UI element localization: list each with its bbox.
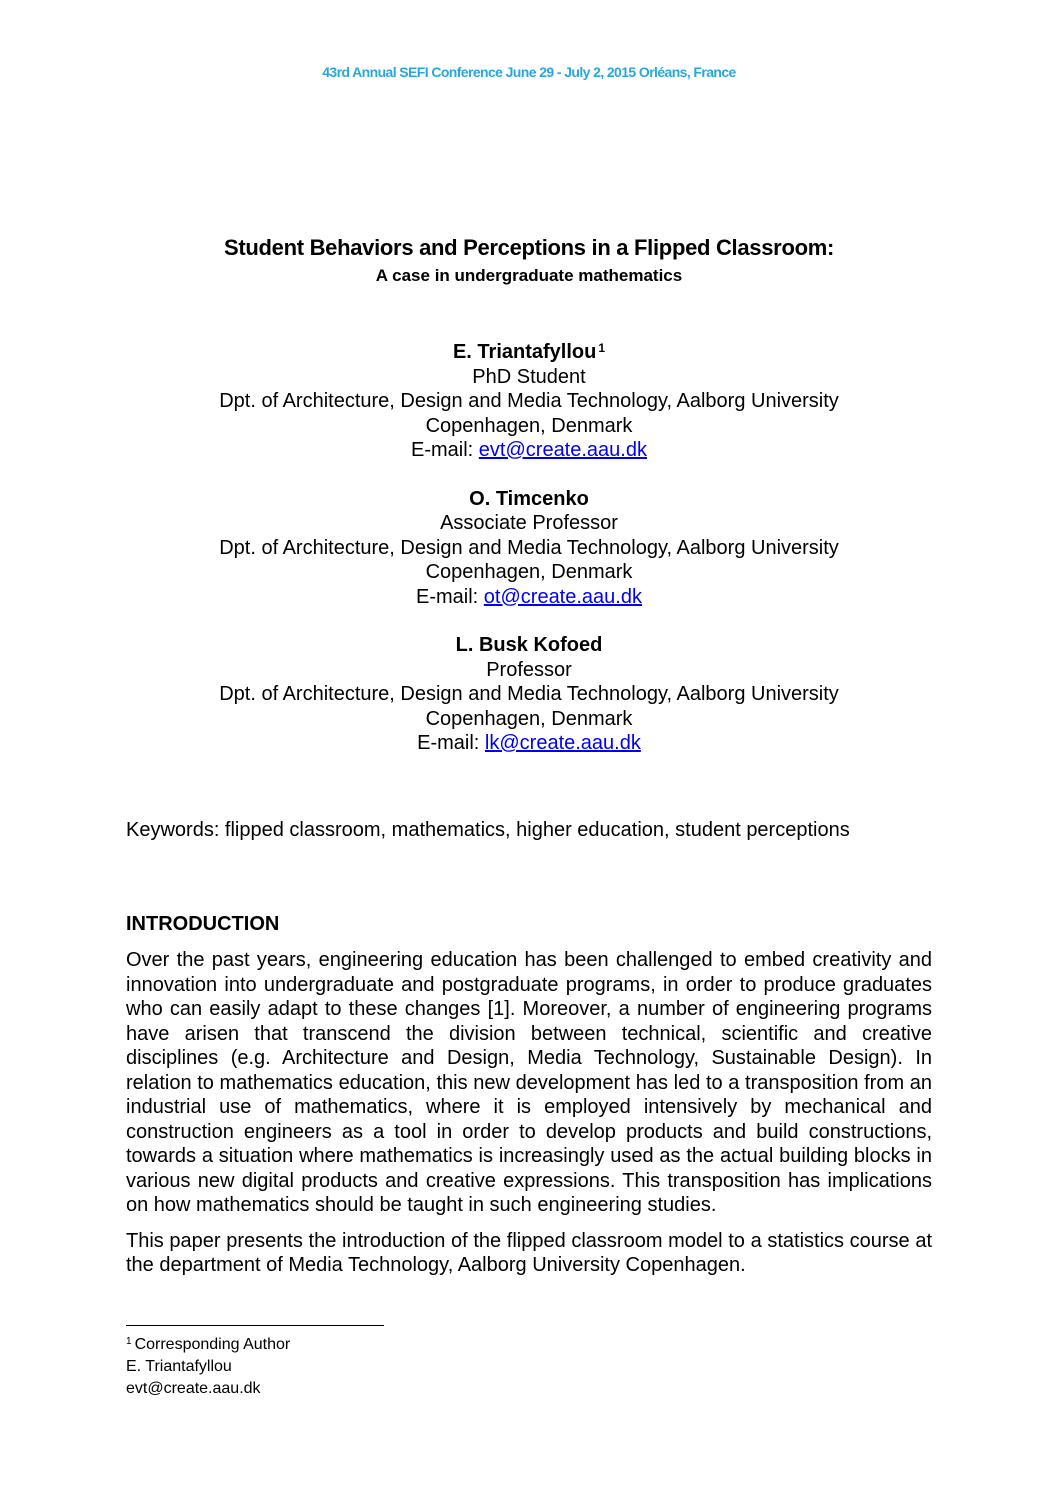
footnote-divider [126, 1325, 384, 1326]
paragraph: This paper presents the introduction of the flipped classroom model to a statistics course at the department of Media Technology, Aalborg University Copenhagen. [126, 1229, 932, 1276]
paper-title: Student Behaviors and Perceptions in a Flipped Classroom: [223, 235, 835, 260]
keywords: Keywords: flipped classroom, mathematics, higher education, student perceptions [126, 819, 850, 841]
author-email-line [0, 585, 1058, 610]
author-name-text: E. Triantafyllou [452, 341, 597, 363]
author-list [0, 340, 1058, 780]
footnote-author-email: evt@create.aau.dk [126, 1380, 261, 1397]
footnote-label: Corresponding Author [134, 1336, 291, 1353]
author-email-line [0, 731, 1058, 756]
author-department: Dpt. of Architecture, Design and Media Technology, Aalborg University [219, 390, 839, 412]
author-location: Copenhagen, Denmark [425, 707, 633, 730]
author-name [0, 340, 1058, 365]
footnote-number: 1 [126, 1336, 132, 1347]
introduction-body [126, 948, 932, 1289]
author-department: Dpt. of Architecture, Design and Media Technology, Aalborg University [219, 536, 839, 559]
author-email-link[interactable]: ot@create.aau.dk [483, 585, 642, 608]
title-block [0, 232, 1058, 288]
author-name: O. Timcenko [469, 487, 589, 510]
email-label: E-mail: [416, 585, 484, 608]
paper-subtitle: A case in undergraduate mathematics [375, 266, 683, 285]
footnote-author-name: E. Triantafyllou [126, 1358, 232, 1375]
author-block [0, 633, 1058, 756]
conference-header: 43rd Annual SEFI Conference June 29 - July 2, 2015 Orléans, France [322, 64, 736, 80]
paragraph: Over the past years, engineering education has been challenged to embed creativity and innovation into undergraduate and postgraduate programs, in order to produce graduates who can easily adapt to these changes [1]. Moreover, a number of engineering programs have arisen that transcend the division between technical, scientific and creative disciplines (e.g. Architecture and Design, Media Technology, Sustainable Design). In relation to mathematics education, this new development has led to a transposition from an industrial use of mathematics, where it is employed intensively by mechanical and construction engineers as a tool in order to develop products and build constructions, towards a situation where mathematics is increasingly used as the actual building blocks in various new digital products and creative expressions. This transposition has implications on how mathematics should be taught in such engineering studies. [126, 949, 932, 1216]
author-department: Dpt. of Architecture, Design and Media Technology, Aalborg University [219, 683, 839, 705]
author-name: L. Busk Kofoed [455, 634, 603, 656]
section-heading-introduction: INTRODUCTION [126, 913, 280, 935]
author-position: PhD Student [472, 365, 586, 388]
author-block [0, 340, 1058, 463]
footnote-marker[interactable]: 1 [598, 341, 606, 355]
email-label: E-mail: [417, 732, 485, 754]
author-email-line [0, 438, 1058, 463]
footnote-line [126, 1334, 290, 1356]
author-location: Copenhagen, Denmark [425, 561, 633, 583]
email-label: E-mail: [411, 439, 479, 461]
author-location: Copenhagen, Denmark [425, 414, 633, 437]
author-email-link[interactable]: evt@create.aau.dk [478, 439, 647, 461]
author-position: Associate Professor [440, 512, 618, 534]
author-position: Professor [486, 658, 572, 681]
author-block [0, 487, 1058, 610]
footnote [126, 1334, 290, 1400]
author-email-link[interactable]: lk@create.aau.dk [484, 732, 641, 754]
